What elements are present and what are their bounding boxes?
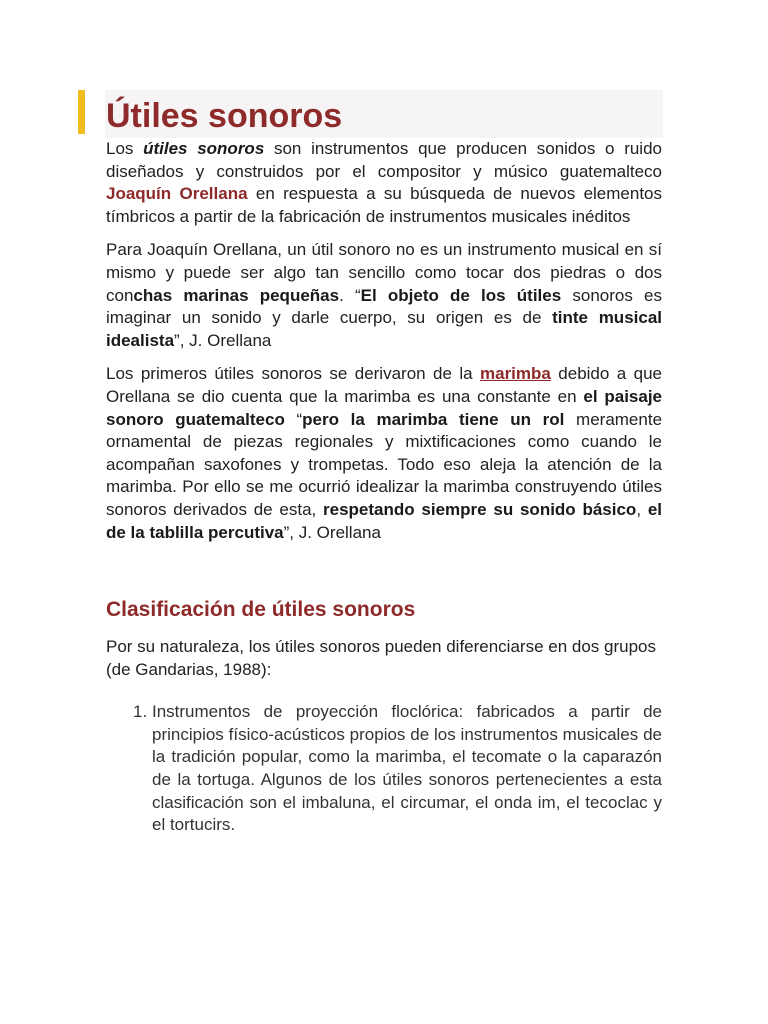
- bold-run: tinte musical idealista: [106, 308, 663, 350]
- text-run: ”, J. Orellana: [283, 522, 381, 542]
- paragraph-classification-intro: Por su naturaleza, los útiles sonoros pueden diferenciarse en dos grupos (de Gandarias, 1988):: [106, 637, 657, 679]
- text-run: ”, J. Orellana: [174, 330, 272, 350]
- text-run: son instrumentos que producen sonidos o ruido diseñados y construidos por el compositor y músico guatemalteco: [106, 139, 662, 181]
- paragraph-intro: [106, 138, 662, 228]
- term-utiles-sonoros: útiles sonoros: [143, 139, 265, 158]
- bold-run: El objeto de los útiles: [360, 285, 562, 305]
- text-run: . “: [339, 285, 361, 305]
- article-body: [106, 138, 662, 837]
- bold-run: el de la tablilla percutiva: [106, 499, 662, 542]
- text-run: “: [284, 409, 303, 429]
- bold-run: chas marinas pequeñas: [133, 285, 340, 305]
- text-run: Los primeros útiles sonoros se derivaron de la: [106, 364, 480, 384]
- section-heading: Clasificación de útiles sonoros: [106, 598, 416, 622]
- text-run: meramente ornamental de piezas regionales y mixtificaciones como cuando le acompañan saxofones y trompetas. Todo eso aleja la atención de la marimba. Por ello se me ocurrió idealizar la marimba construyendo útiles sonoros derivados de esta,: [106, 409, 663, 519]
- paragraph-definition: [106, 239, 662, 352]
- text-run: ,: [636, 499, 648, 519]
- text-run: Los: [106, 139, 144, 158]
- page-title: Útiles sonoros: [106, 97, 343, 135]
- link-marimba[interactable]: marimba: [480, 364, 551, 384]
- text-run: debido a que Orellana se dio cuenta que la marimba es una constante en: [106, 364, 662, 406]
- list-item-text: Instrumentos de proyección floclórica: fabricados a partir de principios físico-acústicos propios de los instrumentos musicales de la tradición popular, como la marimba, el tecomate o la caparazón de la tortuga. Algunos de los útiles sonoros pertenecientes a esta clasificación son el imbaluna, el circumar, el onda im, el tecoclac y el tortucirs.: [152, 702, 662, 835]
- text-run: sonoros es imaginar un sonido y darle cuerpo, su origen es de: [106, 285, 662, 328]
- bold-run: respetando siempre su sonido básico: [323, 499, 637, 519]
- text-run: Para Joaquín Orellana, un útil sonoro no es un instrumento musical en sí mismo y puede ser algo tan sencillo como tocar dos piedras o dos con: [106, 240, 662, 305]
- bold-run: pero la marimba tiene un rol: [302, 409, 565, 429]
- classification-list: [106, 701, 662, 837]
- text-run: en respuesta a su búsqueda de nuevos elementos tímbricos a partir de la fabricación de instrumentos musicales inéditos: [106, 184, 662, 226]
- bold-run: el paisaje sonoro guatemalteco: [106, 386, 662, 429]
- link-joaquin-orellana[interactable]: Joaquín Orellana: [106, 184, 248, 204]
- title-accent-bar: [78, 90, 85, 134]
- list-item: [106, 701, 662, 837]
- list-item-number: 1.: [133, 702, 148, 722]
- paragraph-origin: [106, 363, 662, 544]
